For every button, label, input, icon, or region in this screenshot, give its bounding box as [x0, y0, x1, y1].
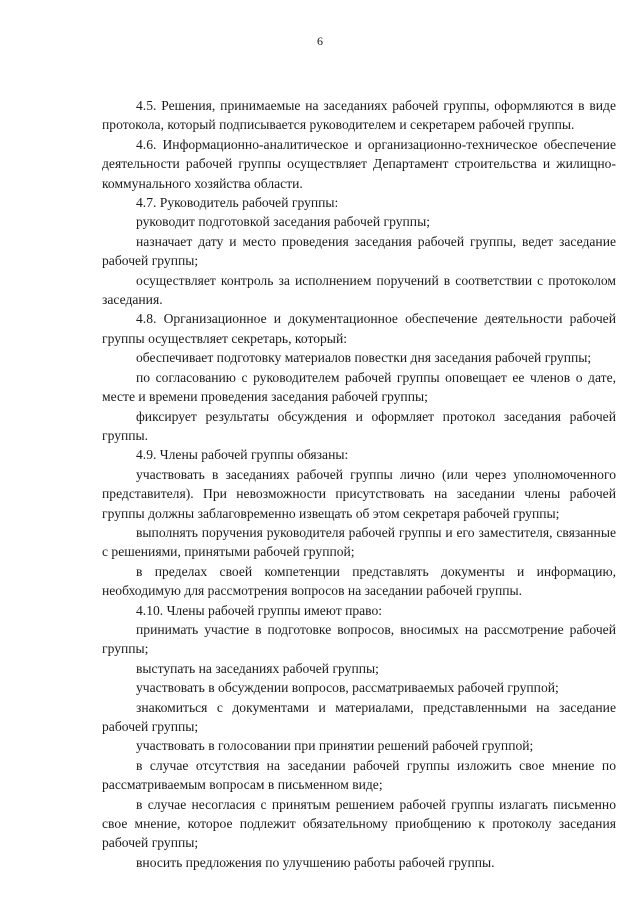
paragraph-4-8-item: по согласованию с руководителем рабочей группы оповещает ее членов о дате, месте и времени проведения заседания рабочей группы; [102, 369, 616, 405]
paragraph-4-9-item: участвовать в заседаниях рабочей группы лично (или через уполномоченного представителя). При невозможности присутствовать на заседании члены рабочей группы должны заблаговременно извещать об этом секретаря рабочей группы; [102, 466, 616, 521]
paragraph-4-10-item: выступать на заседаниях рабочей группы; [136, 660, 379, 676]
paragraph-4-9-item: в пределах своей компетенции представлять документы и информацию, необходимую для рассмотрения вопросов на заседании рабочей группы. [102, 563, 616, 599]
paragraph-4-10-item: в случае несогласия с принятым решением рабочей группы излагать письменно свое мнение, которое подлежит обязательному приобщению к протоколу заседания рабочей группы; [102, 796, 616, 851]
paragraph-4-10-item: принимать участие в подготовке вопросов, вносимых на рассмотрение рабочей группы; [102, 621, 616, 657]
paragraph-4-7-item: руководит подготовкой заседания рабочей группы; [136, 214, 430, 230]
paragraph-4-6: 4.6. Информационно-аналитическое и организационно-техническое обеспечение деятельности рабочей группы осуществляет Департамент строительства и жилищно-коммунального хозяйства области. [102, 136, 616, 191]
page-number: 6 [317, 34, 323, 48]
paragraph-4-10-item: участвовать в голосовании при принятии решений рабочей группой; [136, 738, 534, 754]
paragraph-4-10-item: участвовать в обсуждении вопросов, рассматриваемых рабочей группой; [136, 680, 559, 696]
paragraph-4-9-heading: 4.9. Члены рабочей группы обязаны: [136, 447, 349, 463]
paragraph-4-8-item: обеспечивает подготовку материалов повестки дня заседания рабочей группы; [136, 350, 592, 366]
paragraph-4-7-item: осуществляет контроль за исполнением поручений в соответствии с протоколом заседания. [102, 272, 616, 308]
paragraph-4-8-item: фиксирует результаты обсуждения и оформляет протокол заседания рабочей группы. [102, 408, 616, 443]
paragraph-4-7-item: назначает дату и место проведения заседания рабочей группы, ведет заседание рабочей группы; [102, 233, 616, 269]
paragraph-4-10-item: в случае отсутствия на заседании рабочей группы изложить свое мнение по рассматриваемым вопросам в письменном виде; [102, 757, 616, 793]
paragraph-4-7-heading: 4.7. Руководитель рабочей группы: [136, 195, 339, 211]
paragraph-4-10-heading: 4.10. Члены рабочей группы имеют право: [136, 602, 383, 618]
paragraph-4-8-heading: 4.8. Организационное и документационное обеспечение деятельности рабочей группы осуществляет секретарь, который: [102, 311, 616, 346]
paragraph-4-5: 4.5. Решения, принимаемые на заседаниях рабочей группы, оформляются в виде протокола, который подписывается руководителем и секретарем рабочей группы. [102, 98, 616, 133]
paragraph-4-10-item: вносить предложения по улучшению работы рабочей группы. [136, 854, 495, 870]
paragraph-4-9-item: выполнять поручения руководителя рабочей группы и его заместителя, связанные с решениями, принятыми рабочей группой; [102, 524, 616, 560]
paragraph-4-10-item: знакомиться с документами и материалами, представленными на заседание рабочей группы; [102, 699, 616, 734]
document-body [102, 96, 616, 872]
